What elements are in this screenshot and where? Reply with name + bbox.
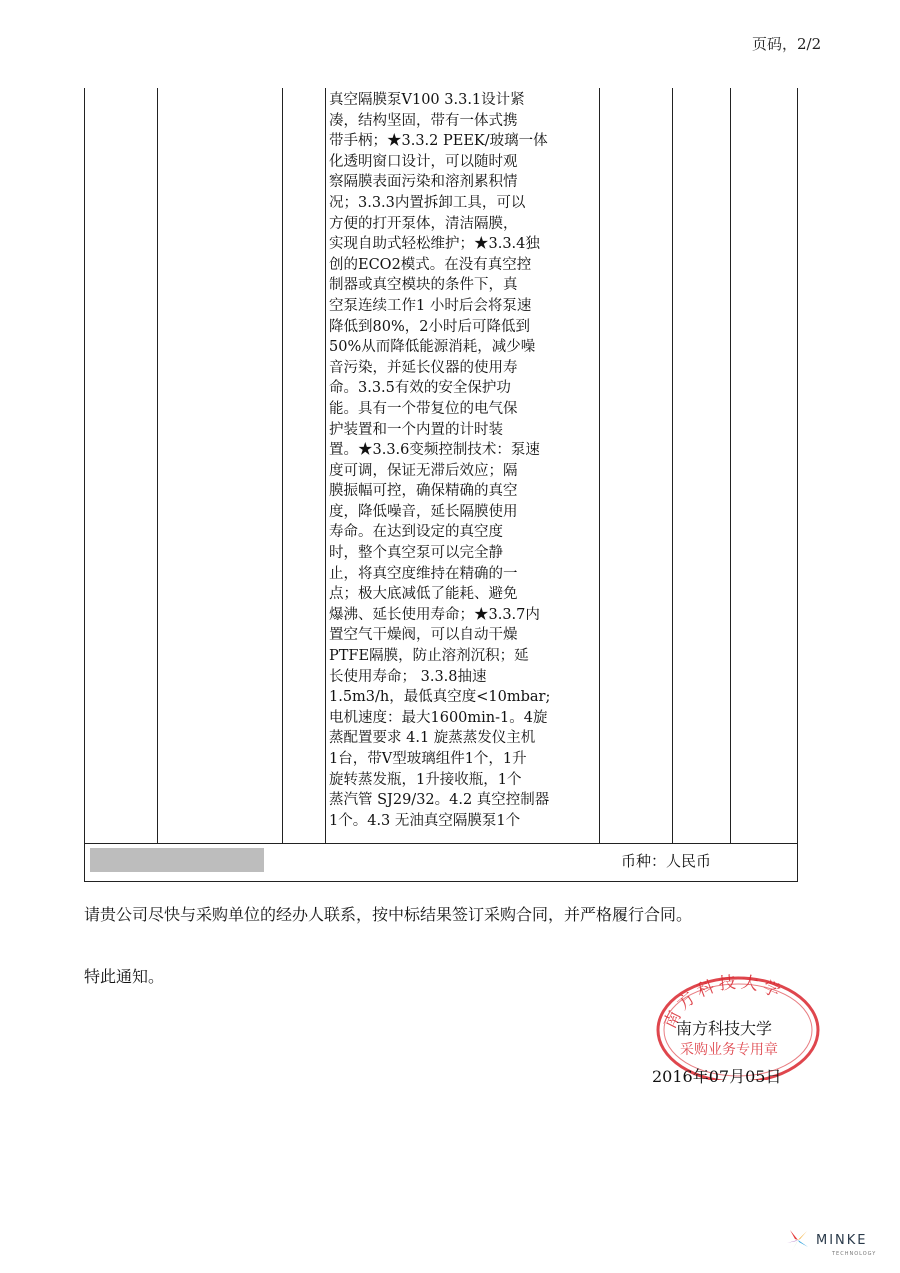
seal-arc-text: 南方科技大学 <box>660 972 787 1032</box>
row-divider <box>85 843 797 844</box>
brand-tagline: TECHNOLOGY <box>832 1251 877 1257</box>
currency-label: 币种：人民币 <box>621 852 712 870</box>
page-number: 页码，2/2 <box>752 35 822 53</box>
spec-cell-text: 真空隔膜泵V100 3.3.1设计紧 凑，结构坚固，带有一体式携 带手柄；★3.3.2 PEEK/玻璃一体 化透明窗口设计，可以随时观 察隔膜表面污染和溶剂累积情 况；3.3.3内置拆卸工具，可以 方便的打开泵体，清洁隔膜， 实现自助式轻松维护；★3.3.4独 创的ECO2模式。在没有真空控 制器或真空模块的条件下，真 空泵连续工作1 小时后会将泵速 降低到80%，2小时后可降低到 50%从而降低能源消耗，减少噪 音污染，并延长仪器的使用寿 命。3.3.5有效的安全保护功 能。具有一个带复位的电气保 护装置和一个内置的计时装 置。★3.3.6变频控制技术：泵速 度可调，保证无滞后效应；隔 膜振幅可控，确保精确的真空 度，降低噪音，延长隔膜使用 寿命。在达到设定的真空度 时，整个真空泵可以完全静 止，将真空度维持在精确的一 点；极大底减低了能耗、避免 爆沸、延长使用寿命；★3.3.7内 置空气干燥阀，可以自动干燥 PTFE隔膜，防止溶剂沉积；延 长使用寿命； 3.3.8抽速 1.5m3/h，最低真空度<10mbar; 电机速度：最大1600min-1。4旋 蒸配置要求 4.1 旋蒸蒸发仪主机 1台，带V型玻璃组件1个，1升 旋转蒸发瓶，1升接收瓶，1个 蒸汽管 SJ29/32。4.2 真空控制器 1个。4.3 无油真空隔膜泵1个 <box>329 92 551 829</box>
column-divider <box>325 88 326 843</box>
award-table <box>84 88 798 882</box>
notice-paragraph: 请贵公司尽快与采购单位的经办人联系，按中标结果签订采购合同，并严格履行合同。 <box>84 905 693 924</box>
column-divider <box>157 88 158 843</box>
redacted-block <box>90 848 264 872</box>
column-divider <box>672 88 673 843</box>
column-divider <box>599 88 600 843</box>
brand-name: MINKE <box>816 1233 868 1248</box>
signing-date: 2016年07月05日 <box>652 1067 782 1086</box>
column-divider <box>730 88 731 843</box>
signing-organization: 南方科技大学 <box>676 1019 773 1038</box>
closing-line: 特此通知。 <box>84 967 165 986</box>
seal-bottom-text: 采购业务专用章 <box>680 1042 778 1058</box>
column-divider <box>282 88 283 843</box>
